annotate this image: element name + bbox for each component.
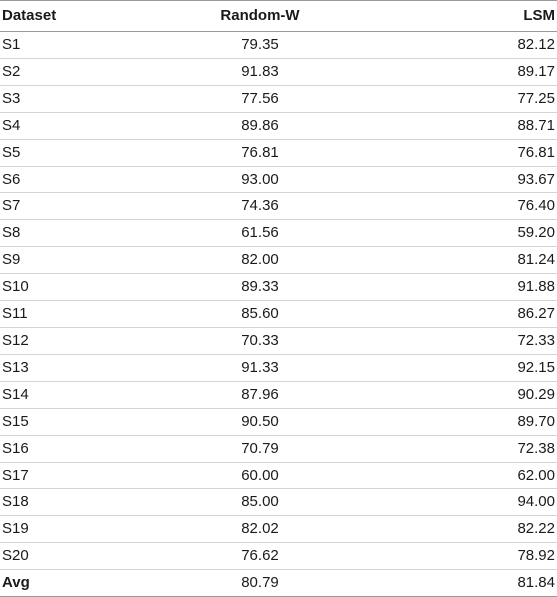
cell-random-w: 74.36 (241, 197, 279, 215)
cell-lsm: 76.81 (517, 143, 555, 161)
table-row (0, 381, 557, 408)
cell-dataset: S17 (2, 466, 29, 484)
header-dataset: Dataset (2, 7, 57, 24)
cell-dataset: S2 (2, 62, 21, 80)
table-row (0, 327, 557, 354)
header-row (0, 1, 557, 32)
cell-dataset: S13 (2, 358, 29, 376)
cell-random-w: 79.35 (241, 36, 279, 53)
table-row (0, 301, 557, 328)
table-row (0, 543, 557, 570)
table-row (0, 435, 557, 462)
cell-random-w: 70.33 (241, 331, 279, 349)
cell-lsm: 91.88 (517, 278, 555, 296)
cell-random-w: 91.33 (241, 358, 279, 376)
average-row (0, 570, 557, 597)
cell-random-w: 77.56 (241, 89, 279, 107)
cell-random-w: 85.60 (241, 305, 279, 323)
cell-dataset: S12 (2, 331, 29, 349)
cell-dataset: S9 (2, 251, 21, 269)
table-row (0, 462, 557, 489)
table-row (0, 166, 557, 193)
table-row (0, 58, 557, 85)
cell-dataset: S16 (2, 439, 29, 457)
table-row (0, 354, 557, 381)
cell-lsm: 81.24 (517, 251, 555, 269)
table-row (0, 193, 557, 220)
cell-random-w: 82.00 (241, 251, 279, 269)
table-body (0, 32, 557, 597)
cell-lsm: 78.92 (517, 547, 555, 565)
avg-cell-random-w: 80.79 (241, 574, 279, 592)
cell-random-w: 60.00 (241, 466, 279, 484)
cell-lsm: 76.40 (517, 197, 555, 215)
cell-lsm: 82.12 (517, 36, 555, 53)
cell-dataset: S20 (2, 547, 29, 565)
cell-lsm: 90.29 (517, 385, 555, 403)
cell-dataset: S11 (2, 305, 28, 323)
cell-lsm: 94.00 (517, 493, 555, 511)
cell-random-w: 87.96 (241, 385, 279, 403)
cell-lsm: 92.15 (517, 358, 555, 376)
table-row (0, 85, 557, 112)
cell-lsm: 88.71 (517, 116, 555, 134)
table-row (0, 274, 557, 301)
cell-lsm: 77.25 (517, 89, 555, 107)
cell-random-w: 61.56 (241, 224, 279, 242)
cell-random-w: 85.00 (241, 493, 279, 511)
cell-random-w: 82.02 (241, 520, 279, 538)
cell-dataset: S4 (2, 116, 21, 134)
table-header (0, 1, 557, 32)
cell-dataset: S1 (2, 36, 21, 53)
table-row (0, 489, 557, 516)
avg-cell-dataset: Avg (2, 574, 30, 592)
cell-dataset: S7 (2, 197, 21, 215)
cell-dataset: S19 (2, 520, 29, 538)
cell-random-w: 93.00 (241, 170, 279, 188)
cell-lsm: 89.70 (517, 412, 555, 430)
header-lsm: LSM (523, 7, 555, 24)
cell-dataset: S3 (2, 89, 21, 107)
cell-dataset: S8 (2, 224, 21, 242)
cell-lsm: 93.67 (517, 170, 555, 188)
cell-random-w: 89.86 (241, 116, 279, 134)
table-row (0, 408, 557, 435)
cell-dataset: S6 (2, 170, 21, 188)
cell-random-w: 76.62 (241, 547, 279, 565)
cell-random-w: 70.79 (241, 439, 279, 457)
cell-random-w: 89.33 (241, 278, 279, 296)
table-row (0, 220, 557, 247)
cell-lsm: 86.27 (517, 305, 555, 323)
cell-lsm: 72.33 (517, 331, 555, 349)
cell-dataset: S10 (2, 278, 29, 296)
cell-random-w: 76.81 (241, 143, 279, 161)
table-row (0, 32, 557, 59)
table-row (0, 516, 557, 543)
table-row (0, 139, 557, 166)
table-row (0, 112, 557, 139)
cell-lsm: 59.20 (517, 224, 555, 242)
cell-lsm: 82.22 (517, 520, 555, 538)
header-random-w: Random-W (220, 7, 300, 24)
cell-lsm: 89.17 (517, 62, 555, 80)
cell-lsm: 62.00 (517, 466, 555, 484)
cell-dataset: S14 (2, 385, 29, 403)
cell-dataset: S18 (2, 493, 29, 511)
cell-dataset: S5 (2, 143, 21, 161)
avg-cell-lsm: 81.84 (517, 574, 555, 592)
cell-random-w: 91.83 (241, 62, 279, 80)
cell-dataset: S15 (2, 412, 29, 430)
cell-random-w: 90.50 (241, 412, 279, 430)
table-row (0, 247, 557, 274)
cell-lsm: 72.38 (517, 439, 555, 457)
